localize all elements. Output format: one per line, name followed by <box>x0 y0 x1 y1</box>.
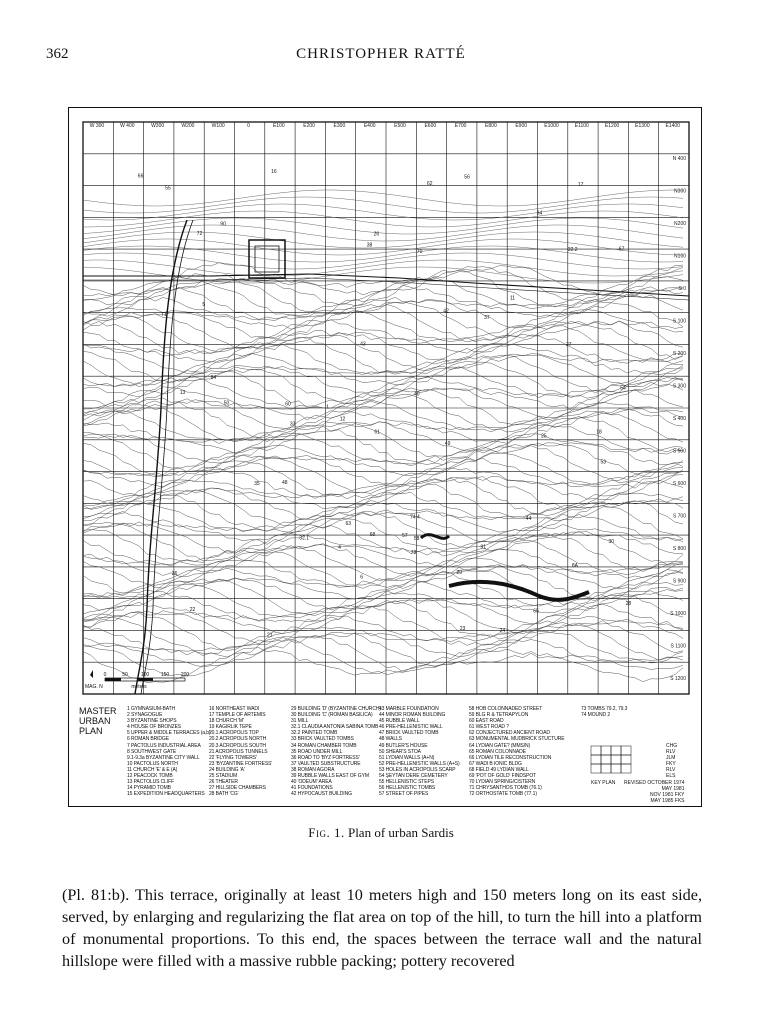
contour-line <box>83 253 683 269</box>
legend-item: 40 'ODEUM' AREA <box>291 779 332 786</box>
legend-column <box>209 706 272 797</box>
legend-title-line-2: URBAN <box>79 716 111 726</box>
map-site-label: 28 <box>625 600 632 607</box>
legend-item: 35 ROAD UNDER MILL <box>291 748 343 755</box>
key-plan-cell <box>601 755 611 764</box>
legend-column <box>379 706 460 797</box>
grid-coordinate-label: N300 <box>674 188 686 195</box>
map-site-label: 49 <box>444 441 451 448</box>
legend-item: 20.1 ACROPOLIS TOP <box>209 730 259 737</box>
contour-line <box>83 501 683 532</box>
map-site-label: 40 <box>414 391 420 398</box>
map-site-label: 71 <box>161 311 167 318</box>
map-site-label: 5 <box>202 301 206 308</box>
map-site-label: 55 <box>165 185 171 192</box>
map-site-label: 66 <box>137 173 144 180</box>
legend-item: 37 VAULTED SUBSTRUCTURE <box>291 760 361 767</box>
grid-coordinate-label: W100 <box>211 123 225 129</box>
legend-item: 15 EXPEDITION HEADQUARTERS <box>127 791 205 798</box>
grid-coordinate-label: N 400 <box>672 156 686 162</box>
legend-item: 31 MILL <box>291 718 309 725</box>
grid-coordinate-label: E1000 <box>544 123 559 129</box>
body-paragraph: (Pl. 81:b). This terrace, originally at least 10 meters high and 150 meters long on its east side, served, by enlarging and regularizing the flat area on top of the hill, to turn the hill into a platform of monumental proportions. To this end, the spaces between the terrace wall and the natural hillslope were filled with a massive rubble packing; pottery recovered <box>62 886 702 970</box>
legend-item: 48 WALLS <box>379 736 402 743</box>
contour-line <box>83 246 683 262</box>
legend-item: 67 WADI B IONIC BLDG <box>469 760 522 767</box>
legend-item: 63 MONUMENTAL MUDBRICK STUCTURE <box>469 736 565 743</box>
legend-item: 45 RUBBLE WALL <box>379 718 420 725</box>
scale-unit: meters <box>131 684 147 690</box>
contour-line <box>83 353 683 386</box>
legend-column <box>291 706 381 797</box>
contour-lines <box>83 263 683 683</box>
map-site-label: 18 <box>596 429 602 436</box>
map-site-label: 4 <box>338 545 341 551</box>
map-site-label: 22 <box>189 607 196 614</box>
page-number: 362 <box>46 46 69 62</box>
contour-line <box>83 450 683 487</box>
map-site-label: 27 <box>566 342 572 349</box>
contour-line <box>83 601 683 640</box>
legend-item: 32.1 CLAUDIA ANTONIA SABINA TOMB <box>291 724 379 731</box>
legend-item: 20.3 ACROPOLIS SOUTH <box>209 742 266 749</box>
map-site-label: 64 <box>210 374 217 381</box>
map-site-label: 26 <box>373 231 380 238</box>
grid-coordinate-label: S 1000 <box>670 611 686 617</box>
revision-initial: ELS <box>666 773 676 779</box>
scale-value: 200 <box>180 672 190 678</box>
legend-item: 20.2 ACROPOLIS NORTH <box>209 736 267 743</box>
key-plan-label: KEY PLAN <box>591 780 616 786</box>
contour-line <box>83 494 683 532</box>
grid-coordinate-label: E500 <box>394 123 406 129</box>
contour-line <box>83 423 683 460</box>
legend-item: 11 CHURCH 'E' & E (A) <box>127 766 178 773</box>
legend-item: 68 FIELD 49 LYDIAN WALL <box>469 766 529 773</box>
north-arrow-icon <box>90 670 93 678</box>
map-site-label: 44 <box>525 515 532 522</box>
map-site-label: 11 <box>509 295 516 302</box>
grid-coordinate-label: S 0 <box>678 286 686 292</box>
legend-item: 29 BUILDING 'D' (BYZANTINE CHURCH) <box>291 706 381 712</box>
contour-line <box>83 631 683 667</box>
legend-item: 16 NORTHEAST WADI <box>209 706 260 712</box>
legend-item: 71 CHRYSANTHOS TOMB (76.1) <box>469 785 542 792</box>
map-site-label: 24 <box>499 627 506 634</box>
grid-coordinate-label: S 600 <box>672 481 686 487</box>
legend-item: 17 TEMPLE OF ARTEMIS <box>209 712 266 719</box>
revision-date: MAY 1985 FKS <box>650 798 685 804</box>
contour-line <box>83 232 683 248</box>
legend-item: 46 PRE-HELLENISTIC WALL <box>379 724 443 731</box>
map-site-label: 1 <box>326 404 329 411</box>
revision-date: REVISED OCTOBER 1974 <box>624 780 685 786</box>
legend-item: 5 UPPER & MIDDLE TERRACES (a,b) <box>127 730 211 737</box>
grid-coordinate-label: S 800 <box>672 546 686 552</box>
grid-coordinate-label: S 900 <box>672 578 686 585</box>
map-site-label: 67 <box>618 246 625 253</box>
grid-coordinate-label: W 300 <box>89 123 105 129</box>
contour-line <box>83 334 683 371</box>
legend-item: 41 FOUNDATIONS <box>291 785 333 792</box>
grid-coordinate-label: N200 <box>674 221 686 227</box>
scale-value: 100 <box>140 672 150 678</box>
map-site-label: 6 <box>360 574 364 581</box>
contour-line <box>83 637 683 673</box>
legend-item: 52 PRE-HELLENISTIC WALLS (A+S) <box>379 760 460 767</box>
map-site-label: 38 <box>366 242 373 249</box>
map-site-label: 56 <box>464 174 470 181</box>
map-site-label: 32.2 <box>567 247 578 254</box>
legend-item: 32.2 PAINTED TOMB <box>291 730 338 737</box>
map-site-label: 21 <box>267 632 273 639</box>
map-site-label: 29 <box>456 570 463 576</box>
grid-coordinate-label: E100 <box>272 123 285 129</box>
legend-column <box>581 706 627 718</box>
scale-bar-segment <box>105 678 121 681</box>
legend-item: 55 HELLENISTIC STEPS <box>379 779 434 786</box>
grid-coordinate-label: W300 <box>151 123 165 129</box>
body-text <box>62 884 702 972</box>
revision-initials <box>666 743 677 779</box>
legend-item: 38 ROMAN AGORA <box>291 766 335 773</box>
contour-line <box>83 405 683 441</box>
legend-item: 24 BUILDING 'A' <box>209 766 245 773</box>
grid-coordinate-label: E800 <box>485 123 497 129</box>
legend-item: 12 PEACOCK TOMB <box>127 773 173 780</box>
key-plan-cell <box>611 755 621 764</box>
caption-label: Fig. 1. <box>308 825 345 840</box>
legend-item: 53 HOLES IN ACROPOLIS SCARP <box>379 766 456 773</box>
legend-item: 60 EAST ROAD <box>469 718 504 725</box>
contour-line <box>83 300 683 338</box>
grid-coordinate-label: E600 <box>424 123 437 129</box>
legend-item: 34 ROMAN CHAMBER TOMB <box>291 742 357 749</box>
legend-item: 54 ŞEYTAN DERE CEMETERY <box>379 773 448 780</box>
grid-coordinate-label: S 300 <box>672 383 686 390</box>
legend-item: 39 RUBBLE WALLS EAST OF GYM <box>291 773 369 780</box>
legend-item: 27 HILLSIDE CHAMBERS <box>209 785 266 792</box>
legend-item: 44 MINOR ROMAN BUILDING <box>379 712 446 719</box>
legend-item: 3 BYZANTINE SHOPS <box>127 718 177 725</box>
legend-item: 62 CONJECTURED ANCIENT ROAD <box>469 730 550 737</box>
grid-coordinate-label: W200 <box>181 123 195 129</box>
contour-line <box>83 321 683 359</box>
revision-date: NOV 1981 FKY <box>650 792 685 798</box>
grid-coordinate-label: S 400 <box>672 416 686 422</box>
map-site-label: 91 <box>480 544 487 551</box>
contour-line <box>83 533 683 571</box>
scale-value: 0 <box>103 672 107 678</box>
grid-coordinate-label: E1300 <box>635 123 650 129</box>
map-site-label: 36 <box>171 571 178 578</box>
pactolus-stream-bank <box>141 220 193 694</box>
revision-initial: RLV <box>666 749 676 755</box>
key-plan-cell <box>591 746 601 755</box>
legend-item: 73 TOMBS 79.2, 79.3 <box>581 706 628 712</box>
legend-item: 70 LYDIAN SPRING/CISTERN <box>469 779 536 786</box>
contour-line <box>83 355 683 393</box>
contour-line <box>83 506 683 542</box>
legend-item: 64 LYDIAN GATE? (MMS/N) <box>469 742 531 749</box>
revision-initial: RLV <box>666 767 676 773</box>
legend-item: 59 BLG R & TETRAPYLON <box>469 712 529 719</box>
scale-value: 150 <box>160 672 170 678</box>
map-site-label: 35 <box>254 481 260 488</box>
map-site-label: 58 <box>413 535 420 542</box>
legend-item: 23 'BYZANTINE FORTRESS' <box>209 760 273 767</box>
contour-line <box>83 446 683 483</box>
contour-line <box>83 484 683 519</box>
legend-item: 50 SHEAR'S STOA <box>379 748 421 755</box>
legend-item: 57 STREET OF PIPES <box>379 791 429 798</box>
legend-item: 47 BRICK VAULTED TOMB <box>379 730 439 737</box>
contour-line <box>83 617 683 653</box>
contour-line <box>83 563 683 599</box>
grid-coordinate-label: S 1100 <box>670 643 686 650</box>
map-site-label: 33 <box>289 421 296 428</box>
map-site-label: 16 <box>271 169 277 176</box>
map-site-label: 12 <box>339 416 346 423</box>
contour-line <box>83 639 683 676</box>
key-plan-cell <box>601 764 611 773</box>
map-site-label: 17 <box>577 182 584 189</box>
legend-item: 9.1-9.3a BYZANTINE CITY WALL <box>127 754 200 761</box>
legend-item: 13 PACTOLUS CLIFF <box>127 779 175 786</box>
running-head: CHRISTOPHER RATTÉ <box>296 46 466 62</box>
map-site-label: 25 <box>541 433 547 440</box>
contour-line <box>83 461 683 497</box>
figure-caption <box>0 825 762 841</box>
grid-coordinate-label: S 1200 <box>670 676 686 682</box>
grid-coordinate-label: E300 <box>333 123 346 129</box>
key-plan-cell <box>591 764 601 773</box>
legend-item: 69 'POT OF GOLD' FINDSPOT <box>469 773 537 780</box>
key-plan-cell <box>591 755 601 764</box>
legend-item: 51 LYDIAN WALLS (A+N) <box>379 754 435 761</box>
scale-value: 50 <box>122 672 128 678</box>
legend-item: 8 SOUTHWEST GATE <box>127 748 177 755</box>
map-site-label: 61 <box>374 429 380 436</box>
revision-date: MAY 1981 <box>661 786 685 792</box>
legend-item: 1 GYMNASIUM-BATH <box>127 706 176 712</box>
map-site-label: 48 <box>282 480 288 487</box>
legend-item: 28 BATH 'CG' <box>209 791 239 798</box>
contour-line <box>83 623 683 661</box>
legend-item: 74 MOUND 2 <box>581 712 611 719</box>
map-site-label: 8A <box>571 562 579 569</box>
key-plan-cell <box>621 755 631 764</box>
map-site-label: 73 <box>410 550 417 557</box>
contour-line <box>83 378 683 416</box>
grid-coordinate-label: E700 <box>454 123 467 129</box>
grid-coordinate-label: S 100 <box>672 318 686 325</box>
grid-coordinate-label: E1100 <box>574 123 589 129</box>
contour-line <box>83 197 683 213</box>
legend-item: 56 HELLENISTIC TOMBS <box>379 785 436 792</box>
legend-item: 10 PACTOLUS NORTH <box>127 760 178 767</box>
revision-initial: CHG <box>666 743 678 749</box>
page-header <box>40 46 722 70</box>
grid-coordinate-label: S 700 <box>672 513 686 520</box>
grid-coordinate-label: N100 <box>674 253 686 260</box>
contour-line <box>83 613 683 651</box>
map-site-label: 43 <box>360 341 366 348</box>
legend-item: 6 ROMAN BRIDGE <box>127 736 169 743</box>
scale-bar-segment <box>137 678 153 681</box>
revision-initial: FKY <box>666 761 676 767</box>
urban-plan-map <box>69 108 702 807</box>
grid-coordinate-label: E1200 <box>604 123 620 129</box>
legend-item: 43 MARBLE FOUNDATION <box>379 706 439 712</box>
map-site-label: 23 <box>459 625 466 632</box>
map-site-label: 74.4 <box>410 514 420 521</box>
legend-title-line-3: PLAN <box>79 726 103 736</box>
map-site-label: 30 <box>608 538 615 545</box>
grid-coordinate-label: W 400 <box>120 123 135 129</box>
legend-item: 4 HOUSE OF BRONZES <box>127 724 182 731</box>
grid-coordinate-label: E1400 <box>665 123 680 129</box>
key-plan-cell <box>621 746 631 755</box>
map-site-label: 37 <box>484 314 490 321</box>
legend-item: 42 HYPOCAUST BUILDING <box>291 791 352 798</box>
contour-line <box>83 443 683 476</box>
legend-item: 36 ROAD TO 'BYZ FORTRESS' <box>291 754 360 761</box>
revision-initial: JLM <box>666 755 676 761</box>
legend-item: 2 SYNAGOGUE <box>127 712 163 719</box>
legend-item: 58 HOB COLONNADED STREET <box>469 706 543 712</box>
contour-line <box>83 382 683 420</box>
legend-item: 72 ORTHOSTATE TOMB (77.1) <box>469 791 537 798</box>
map-site-label: 34 <box>536 210 543 217</box>
legend-item: 30 BUILDING 'C' (ROMAN BASILICA) <box>291 712 373 719</box>
grid-coordinate-label: E200 <box>303 123 315 129</box>
map-site-label: 65 <box>533 608 539 615</box>
contour-line <box>83 524 683 561</box>
legend-item: 61 WEST ROAD ? <box>469 724 509 731</box>
legend-item: 22 'FLYING TOWERS' <box>209 754 257 761</box>
legend-item: 21 ACROPOLIS TUNNELS <box>209 748 268 755</box>
grid-coordinate-label: E400 <box>363 123 376 129</box>
legend-item: 19 KAGIRLIK TEPE <box>209 724 252 731</box>
map-site-label: 54 <box>620 385 626 392</box>
key-plan-cell <box>611 764 621 773</box>
legend-item: 18 CHURCH 'M' <box>209 718 244 725</box>
map-site-label: 32.1 <box>299 535 310 542</box>
legend-column <box>127 706 211 797</box>
contour-line <box>83 211 683 227</box>
contour-line <box>83 467 683 503</box>
legend-item: 14 PYRAMID TOMB <box>127 785 171 792</box>
legend-item: 7 PACTOLUS INDUSTRIAL AREA <box>127 742 201 749</box>
map-site-label: 60 <box>285 401 291 408</box>
map-site-label: 50 <box>223 400 230 407</box>
map-site-label: 70 <box>416 249 423 256</box>
contour-line <box>83 512 683 547</box>
caption-text: Plan of urban Sardis <box>347 825 454 840</box>
map-site-label: 90 <box>220 221 226 228</box>
legend-item: 33 BRICK VAULTED TOMBS <box>291 736 354 743</box>
legend-column <box>469 706 565 797</box>
map-site-label: 13 <box>179 389 186 396</box>
revision-dates <box>624 780 685 804</box>
legend-title <box>79 706 117 736</box>
map-site-label: 68 <box>369 532 376 539</box>
legend-item: 25 STADIUM <box>209 773 238 780</box>
key-plan-cell <box>601 746 611 755</box>
map-site-label: 63 <box>345 521 352 528</box>
map-site-label: 53 <box>600 459 607 466</box>
grid-coordinate-label: S 500 <box>672 448 686 455</box>
contour-line <box>83 218 683 234</box>
map-figure <box>68 107 702 807</box>
legend-item: 26 THEATER <box>209 779 238 786</box>
scale-label: MAG. N <box>85 684 103 690</box>
legend-title-line-1: MASTER <box>79 706 117 716</box>
key-plan-cell <box>621 764 631 773</box>
legend-item: 65 ROMAN COLONNADE <box>469 748 526 755</box>
key-plan-cell <box>611 746 621 755</box>
map-site-label: 62 <box>427 181 433 187</box>
grid-coordinate-label: E900 <box>515 123 528 129</box>
map-site-label: 42 <box>443 308 449 315</box>
map-site-label: 72 <box>196 230 203 237</box>
grid-coordinate-label: S 200 <box>672 351 686 357</box>
grid-coordinate-label: 0 <box>247 123 250 129</box>
map-site-label: 57 <box>402 533 408 540</box>
legend-item: 49 BUTLER'S HOUSE <box>379 742 428 749</box>
legend-item: 66 LYDIAN TILE RECONSTRUCTION <box>469 754 552 761</box>
